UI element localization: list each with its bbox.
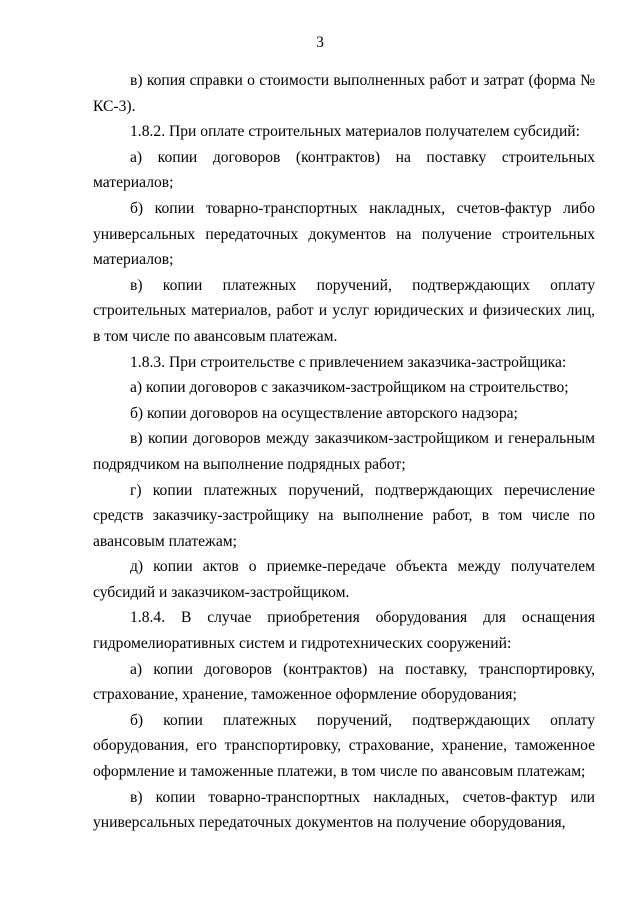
paragraph: в) копия справки о стоимости выполненных работ и затрат (форма № КС-3). — [93, 72, 595, 115]
paragraph: в) копии договоров между заказчиком-застройщиком и генеральным подрядчиком на выполнение подрядных работ; — [93, 430, 595, 473]
paragraph: в) копии товарно-транспортных накладных, счетов-фактур или универсальных передаточных документов на получение оборудования, — [93, 788, 595, 832]
page-number: 3 — [316, 34, 324, 51]
paragraph: а) копии договоров с заказчиком-застройщиком на строительство; — [130, 379, 569, 397]
paragraph: б) копии платежных поручений, подтверждающих оплату оборудования, его транспортировку, страхование, хранение, таможенное оформление и таможенные платежи, в том числе по авансовым платежам; — [93, 711, 595, 781]
paragraph: д) копии актов о приемке-передаче объекта между получателем субсидий и заказчиком-застройщиком. — [93, 558, 595, 601]
paragraph: а) копии договоров (контрактов) на поставку, транспортировку, страхование, хранение, таможенное оформление оборудования; — [93, 660, 595, 704]
paragraph: а) копии договоров (контрактов) на поставку строительных материалов; — [93, 148, 595, 192]
paragraph: в) копии платежных поручений, подтверждающих оплату строительных материалов, работ и услуг юридических и физических лиц, в том числе по авансовым платежам. — [93, 276, 595, 345]
paragraph: г) копии платежных поручений, подтверждающих перечисление средств заказчику-застройщику на выполнение работ, в том числе по авансовым платежам; — [93, 481, 595, 550]
document-body — [93, 68, 595, 836]
paragraph: 1.8.4. В случае приобретения оборудования для оснащения гидромелиоративных систем и гидротехнических сооружений: — [93, 609, 595, 653]
paragraph: 1.8.3. При строительстве с привлечением заказчика-застройщика: — [130, 353, 567, 371]
paragraph: 1.8.2. При оплате строительных материалов получателем субсидий: — [130, 123, 580, 141]
paragraph: б) копии договоров на осуществление авторского надзора; — [130, 404, 518, 422]
paragraph: б) копии товарно-транспортных накладных, счетов-фактур либо универсальных передаточных документов на получение строительных материалов; — [93, 199, 595, 269]
